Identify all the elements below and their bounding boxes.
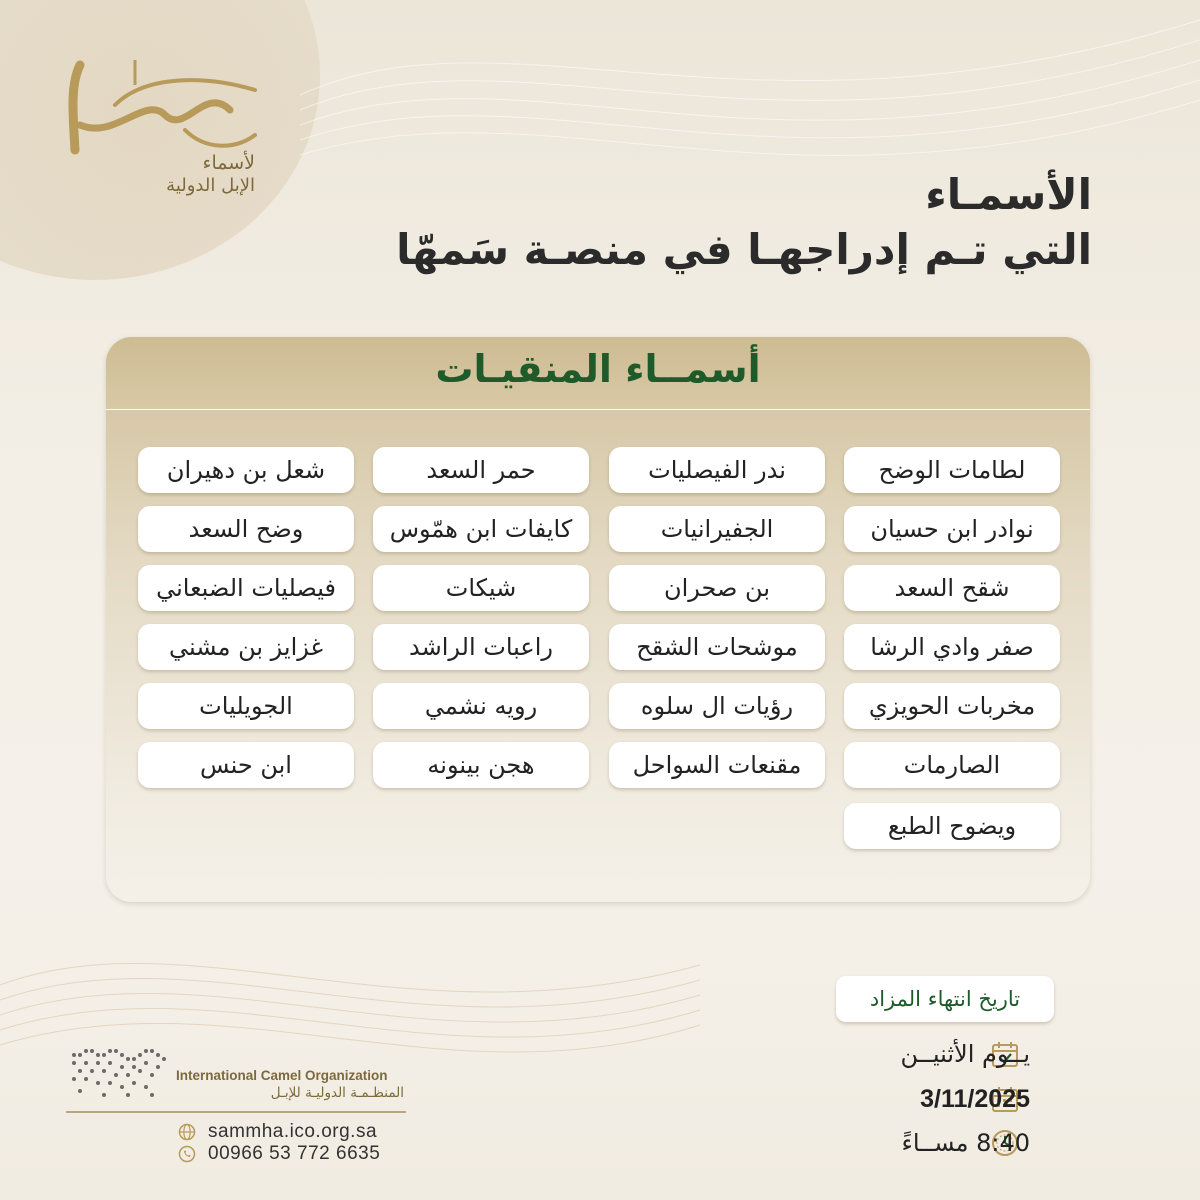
organization-name-ar: المنظـمـة الدوليـة للإبـل [270,1085,404,1101]
name-pill: هجن بينونه [373,742,589,788]
auction-day: يــوم الأثنيــن [900,1040,1030,1068]
name-pill: شيكات [373,565,589,611]
name-pill: مخربات الحويزي [844,683,1060,729]
names-card-title: أسمــاء المنقيـات [435,347,761,391]
website-link[interactable]: sammha.ico.org.sa [208,1121,378,1142]
names-card-header [106,337,1090,410]
globe-icon [178,1123,196,1141]
phone-contact[interactable] [178,1143,380,1165]
auction-end-label: تاريخ انتهاء المزاد [836,976,1054,1022]
logo-subtitle-2: الإبل الدولية [166,175,255,196]
name-pill: حمر السعد [373,447,589,493]
name-pill: كايفات ابن همّوس [373,506,589,552]
name-pill: نوادر ابن حسيان [844,506,1060,552]
name-pill: الجفيرانيات [609,506,825,552]
name-pill: رؤيات ال سلوه [609,683,825,729]
page-title-line-1: الأسمـاء [925,170,1092,219]
name-pill: غزايز بن مشني [138,624,354,670]
auction-time: 8:40 مســاءً [901,1129,1030,1157]
organization-divider [66,1111,406,1113]
sammha-logo [55,55,275,205]
auction-date: 3/11/2025 [920,1085,1030,1113]
name-pill: لطامات الوضح [844,447,1060,493]
name-pill: الصارمات [844,742,1060,788]
name-pill: فيصليات الضبعاني [138,565,354,611]
organization-name-en: International Camel Organization [176,1068,388,1083]
name-pill: ابن حنس [138,742,354,788]
page-title-line-2: التي تـم إدراجهـا في منصـة سَمهّا [396,225,1092,274]
logo-subtitle-1: لأسماء [202,152,255,174]
whatsapp-icon [178,1145,196,1163]
name-pill: بن صحران [609,565,825,611]
name-pill: صفر وادي الرشا [844,624,1060,670]
name-pill: ويضوح الطبع [844,803,1060,849]
name-pill: مقنعات السواحل [609,742,825,788]
phone-number[interactable]: 00966 53 772 6635 [208,1143,381,1164]
name-pill: وضح السعد [138,506,354,552]
website-contact[interactable] [178,1121,377,1143]
name-pill: ندر الفيصليات [609,447,825,493]
sammha-calligraphy-icon [55,55,275,155]
name-pill: راعبات الراشد [373,624,589,670]
camel-organization-logo-icon [66,1045,176,1105]
name-pill: شقح السعد [844,565,1060,611]
name-pill: رويه نشمي [373,683,589,729]
name-pill: شعل بن دهيران [138,447,354,493]
name-pill: موشحات الشقح [609,624,825,670]
name-pill: الجويليات [138,683,354,729]
